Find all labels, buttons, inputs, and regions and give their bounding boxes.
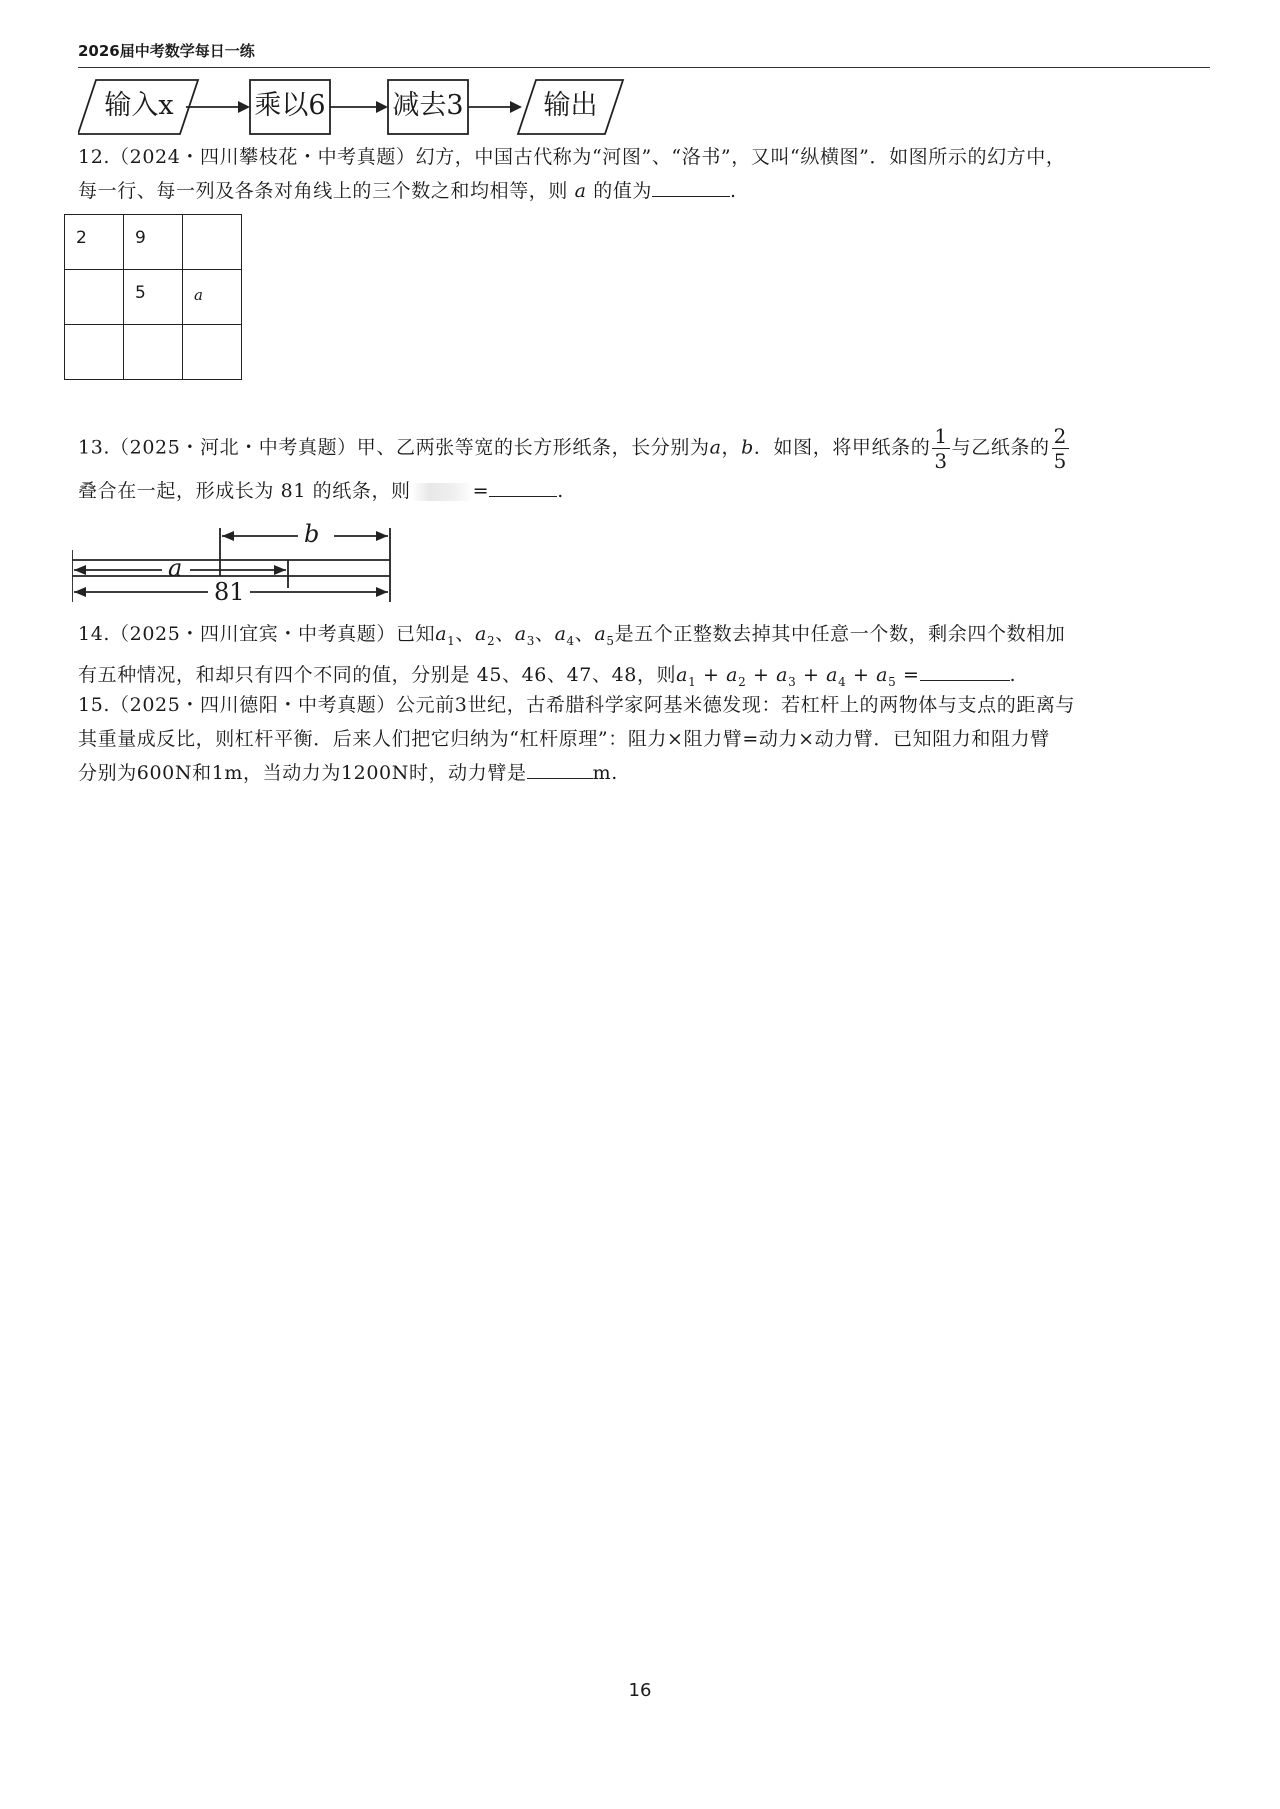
magic-row xyxy=(65,215,242,270)
q12-text-2b: 的值为 xyxy=(586,180,653,202)
answer-blank[interactable] xyxy=(652,174,730,197)
q14-text-1a: 已知 xyxy=(396,623,436,645)
magic-cell xyxy=(183,325,242,380)
q12-source: （2024・四川攀枝花・中考真题） xyxy=(110,146,416,168)
plus-sign: + xyxy=(746,663,777,686)
q14-var: a xyxy=(475,623,487,645)
q14-source: （2025・四川宜宾・中考真题） xyxy=(110,623,396,645)
plus-sign: + xyxy=(796,663,827,686)
magic-row xyxy=(65,325,242,380)
magic-cell xyxy=(65,270,124,325)
q12-number: 12. xyxy=(78,146,111,168)
q15-line-2 xyxy=(78,722,1210,756)
q13-var-b: b xyxy=(741,436,754,459)
question-14 xyxy=(78,617,1210,699)
paper-strip-diagram xyxy=(72,522,402,612)
magic-cell: 5 xyxy=(124,270,183,325)
q13-text-1: 甲、乙两张等宽的长方形纸条，长分别为 xyxy=(356,436,710,459)
sum-var: a xyxy=(826,663,839,686)
q13-sep: ， xyxy=(721,436,742,459)
q15-end: . xyxy=(611,762,618,784)
q14-sub: 2 xyxy=(486,633,496,648)
q12-end: . xyxy=(730,180,737,202)
q14-sub: 1 xyxy=(447,633,456,648)
q15-text-3a: 分别为600N和1m，当动力为1200N时，动力臂是 xyxy=(78,762,527,784)
q15-text-1: 公元前3世纪，古希腊科学家阿基米德发现：若杠杆上的两物体与支点的距离与 xyxy=(396,694,1076,716)
sum-var: a xyxy=(776,663,789,686)
q13-text-1c: 与乙纸条的 xyxy=(951,436,1050,459)
a-arrowhead-right xyxy=(274,565,286,575)
q13-line-1 xyxy=(78,424,1210,473)
magic-square xyxy=(64,214,242,380)
q14-end: . xyxy=(1009,663,1017,686)
page-number: 16 xyxy=(628,1680,652,1701)
a-arrowhead-left xyxy=(74,565,86,575)
equals-sign: = xyxy=(896,663,920,686)
plus-sign: + xyxy=(696,663,727,686)
answer-blank[interactable] xyxy=(920,658,1010,681)
sum-var: a xyxy=(876,663,889,686)
q14-var: a xyxy=(435,623,448,645)
q14-sep: 、 xyxy=(495,623,515,645)
b-arrowhead-left xyxy=(222,531,234,541)
sum-sub: 1 xyxy=(688,674,697,689)
q14-var: a xyxy=(594,623,607,645)
plus-sign: + xyxy=(846,663,877,686)
q14-sub: 3 xyxy=(526,633,535,648)
q14-line-1 xyxy=(78,617,1210,658)
magic-cell: 2 xyxy=(65,215,124,270)
q15-line-3 xyxy=(78,756,1210,790)
q14-sep: 、 xyxy=(574,623,595,645)
magic-cell: a xyxy=(183,270,242,325)
answer-blank[interactable] xyxy=(489,474,557,497)
q13-eq: = xyxy=(472,480,490,502)
flow-step-output: 输出 xyxy=(543,90,598,121)
q13-source: （2025・河北・中考真题） xyxy=(110,436,357,459)
magic-cell: 9 xyxy=(124,215,183,270)
question-15 xyxy=(78,688,1210,790)
sum-sub: 5 xyxy=(888,674,897,689)
q14-sub: 4 xyxy=(566,633,575,648)
page-header xyxy=(78,40,1210,68)
arrowhead-3 xyxy=(510,101,522,113)
fraction-denominator: 5 xyxy=(1053,449,1067,473)
q12-var-a: a xyxy=(574,180,587,202)
magic-cell xyxy=(65,325,124,380)
q14-sub: 5 xyxy=(606,633,615,648)
q14-text-1b: 是五个正整数去掉其中任意一个数，剩余四个数相加 xyxy=(614,623,1066,645)
q14-sep: 、 xyxy=(455,623,475,645)
q13-line-2 xyxy=(78,473,1210,509)
q15-number: 15. xyxy=(78,694,111,716)
sum-var: a xyxy=(726,663,739,686)
q12-text-2a: 每一行、每一列及各条对角线上的三个数之和均相等，则 xyxy=(78,180,575,202)
magic-row xyxy=(65,270,242,325)
q14-text-2a: 有五种情况，和却只有四个不同的值，分别是 45、46、47、48，则 xyxy=(78,663,677,686)
label-a: a xyxy=(168,554,183,582)
q13-text-2: 叠合在一起，形成长为 81 的纸条，则 xyxy=(78,480,411,502)
q12-line-2 xyxy=(78,174,1210,208)
q13-end: . xyxy=(557,480,564,502)
sum-var: a xyxy=(676,663,689,686)
fraction-denominator: 3 xyxy=(934,449,948,473)
header-title: 2026届中考数学每日一练 xyxy=(78,42,255,60)
q15-source: （2025・四川德阳・中考真题） xyxy=(110,694,396,716)
q15-text-2: 其重量成反比，则杠杆平衡．后来人们把它归纳为“杠杆原理”：阻力×阻力臂=动力×动力臂．已知阻力和阻力臂 xyxy=(78,728,1050,750)
fraction-two-fifths xyxy=(1052,424,1069,473)
arrowhead-1 xyxy=(238,101,250,113)
q14-var: a xyxy=(514,623,527,645)
flow-step-subtract: 减去3 xyxy=(392,90,464,121)
q12-text-1: 幻方，中国古代称为“河图”、“洛书”，又叫“纵横图”．如图所示的幻方中， xyxy=(415,146,1066,168)
magic-cell xyxy=(183,215,242,270)
fraction-numerator: 1 xyxy=(934,424,948,448)
flow-step-input: 输入x xyxy=(104,90,174,121)
b-arrowhead-right xyxy=(376,531,388,541)
sum-sub: 4 xyxy=(838,674,847,689)
obscured-text xyxy=(411,483,473,501)
total-arrowhead-right xyxy=(376,587,388,597)
answer-blank[interactable] xyxy=(527,756,593,779)
total-arrowhead-left xyxy=(74,587,86,597)
q15-unit: m xyxy=(592,762,612,784)
q13-text-1b: ．如图，将甲纸条的 xyxy=(753,436,931,459)
label-b: b xyxy=(304,520,320,548)
question-12 xyxy=(78,140,1210,208)
question-13 xyxy=(78,424,1210,509)
q12-line-1 xyxy=(78,140,1210,174)
fraction-numerator: 2 xyxy=(1053,424,1067,448)
q13-number: 13. xyxy=(78,436,111,459)
q13-var-a: a xyxy=(709,436,722,459)
q15-line-1 xyxy=(78,688,1210,722)
arrowhead-2 xyxy=(376,101,388,113)
flowchart xyxy=(78,78,638,138)
sum-sub: 3 xyxy=(788,674,797,689)
label-total: 81 xyxy=(214,578,245,606)
q14-var: a xyxy=(554,623,567,645)
sum-sub: 2 xyxy=(738,674,747,689)
fraction-one-third xyxy=(932,424,949,473)
magic-cell xyxy=(124,325,183,380)
flow-step-multiply: 乘以6 xyxy=(254,90,326,121)
q14-sep: 、 xyxy=(534,623,555,645)
q14-number: 14. xyxy=(78,623,111,645)
